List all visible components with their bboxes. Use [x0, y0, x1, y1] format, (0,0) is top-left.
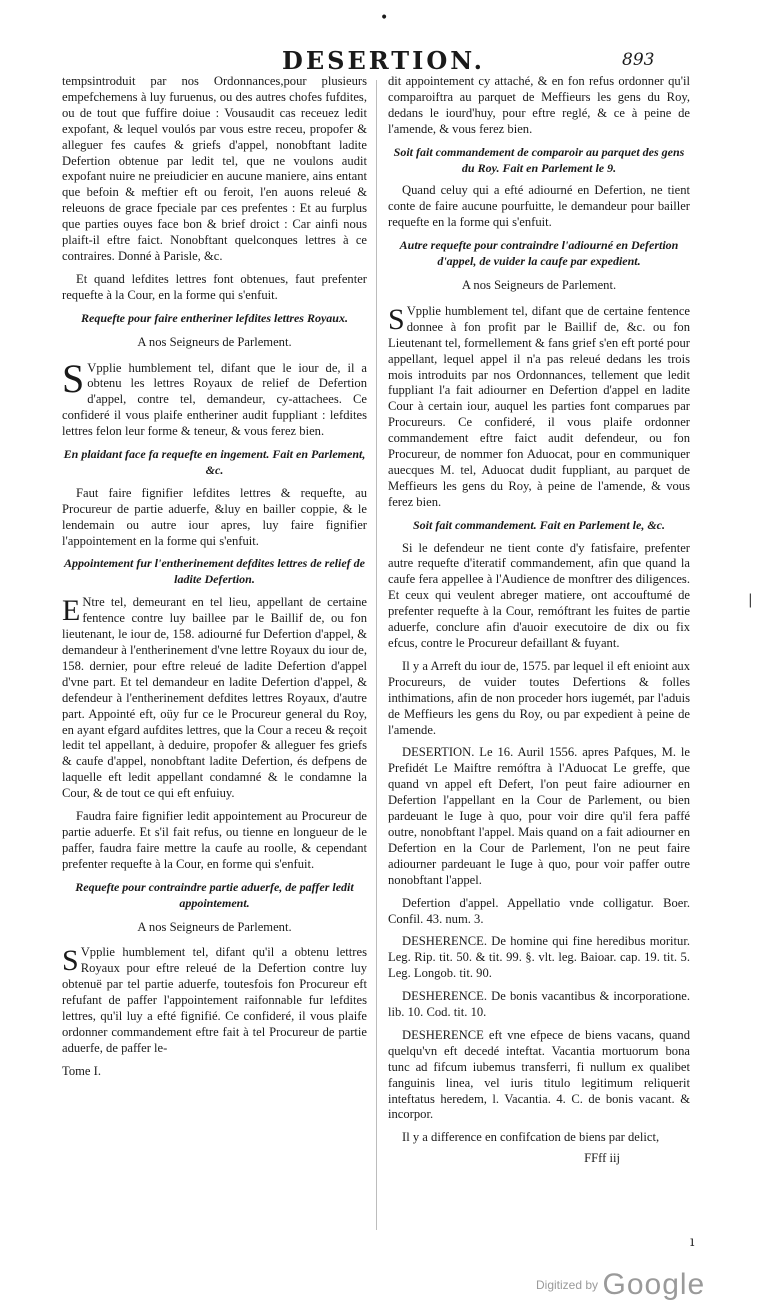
section-heading: Requefte pour contraindre partie aduerfe, de paffer ledit appointement.	[75, 879, 354, 910]
paragraph: DESERTION. Le 16. Auril 1556. apres Pafques, M. le Prefidét Le Maiftre remóftra à l'Aduocat Le greffe, que quand vn appel eft Defert, l'on peut faire adiourner en Defertion l'appellant en la Cour de Parlement, ou bien pardeuant le Iuge à quo, pour voir dire qu'il fera paffé outre, nonobftant l'appel. Mais quand on a fait adiourner en Defertion en la Cour de Parlement, l'on ne peut faire adiourner pardeuant le Iuge à quo, pour voir paffer outre nonobftant l'appel.	[388, 745, 690, 887]
salutation: A nos Seigneurs de Parlement.	[137, 919, 292, 934]
paragraph: DESHERENCE. De homine qui fine heredibus moritur. Leg. Rip. tit. 50. & tit. 99. §. vlt. leg. Baioar. cap. 19. tit. 5. Leg. Longob. tit. 90.	[388, 934, 690, 981]
signature-mark: FFff iij	[584, 1151, 620, 1166]
paragraph-text: Vpplie humblement tel, difant que le iour de, il a obtenu les lettres Royaux de relief de Defertion d'appel, contre tel, demandeur, cy-attachees. Ce confideré il vous plaife entheriner audit fuppliant : lefdites lettres felon leur forme & teneur, & vous ferez bien.	[62, 360, 367, 439]
google-logo: Google	[602, 1268, 706, 1301]
page-number: 893	[622, 50, 655, 70]
digitized-watermark	[536, 1268, 705, 1302]
section-heading: Appointement fur l'entherinement defdites lettres de relief de ladite Defertion.	[64, 556, 365, 587]
section-heading: Autre requefte pour contraindre l'adiourné en Defertion d'appel, de vuider la caufe par expedient.	[399, 238, 679, 269]
paragraph	[62, 945, 367, 1056]
paragraph: Il y a Arreft du iour de, 1575. par lequel il eft enioint aux Procureurs, de vuider toutes Defertions & folles inthimations, afin de non proceder hors iugemét, par l'aduis de Meffieurs les gens du Roy, ou par expedient à peine de l'amende.	[388, 658, 690, 737]
header-dot: •	[380, 10, 389, 26]
salutation: A nos Seigneurs de Parlement.	[137, 334, 292, 349]
margin-mark: ı	[690, 1234, 695, 1250]
paragraph: Faut faire fignifier lefdites lettres & requefte, au Procureur de partie aduerfe, &luy en bailler coppie, & le lendemain ou autre iour apres, luy faire fignifier l'appointement en la forme qui s'enfuit.	[62, 485, 367, 548]
paragraph: S Vpplie humblement tel, difant que le iour de, il a obtenu les lettres Royaux de relief de Defertion d'appel, contre tel, demandeur, cy-attachees. Ce confideré il vous plaife entheriner audit fuppliant : lefdites lettres felon leur forme & teneur, & vous ferez bien.	[62, 355, 367, 439]
paragraph-text: Ntre tel, demeurant en tel lieu, appellant de certaine fentence contre luy baillee par le Baillif de, ou fon lieutenant, le iour de, 158. adiourné fur Defertion d'appel, & demandeur à l'entherinement d'vne lettre Royaux du iour de, 158. dernier, pour eftre releué de ladite Defertion d'appel d'vne part. Et tel demandeur en ladite Defertion d'appel, & defendeur à l'entherinement defdites lettres Royaux, d'autre part. Appointé eft, oüy fur ce le Procureur general du Roy, en ayant efgard aufdites lettres, que la Cour a receu & reçoit ledit tel appellant, à deduire, propofer & alleguer fes griefs & caufe d'appel, nonobftant ladite Defertion, és defpens de laquelle eft ledit appellant condamné & le condamne la Cour, & de tout ce qui eft enfuiuy.	[62, 595, 367, 801]
dropcap-letter: S	[388, 302, 405, 336]
paragraph: DESHERENCE eft vne efpece de biens vacans, quand quelqu'vn eft decedé inteftat. Vacantia mortuorum bona tunc ad fifcum iubemus transferri, fi nullum ex qualibet fanguinis linea, vel iuris titulo legitimum reliquerit inteftatus heredem, l. Vacantia. 4. C. de bonis vacant. & incorpor.	[388, 1027, 690, 1122]
watermark-prefix: Digitized by	[536, 1278, 599, 1292]
paragraph: DESHERENCE. De bonis vacantibus & incorporatione. lib. 10. Cod. tit. 10.	[388, 989, 690, 1020]
dropcap-letter: E	[62, 594, 81, 628]
paragraph: Defertion d'appel. Appellatio vnde colligatur. Boer. Confil. 43. num. 3.	[388, 895, 690, 926]
dropcap-letter: S	[62, 944, 79, 978]
section-heading: Soit fait commandement de comparoir au parquet des gens du Roy. Fait en Parlement le 9.	[393, 144, 685, 175]
paragraph: Quand celuy qui a efté adiourné en Defertion, ne tient conte de faire aucune pourfuitte, le demandeur pour bailler requefte en la forme qui s'enfuit.	[388, 183, 690, 230]
running-header	[62, 44, 682, 74]
column-divider	[376, 80, 377, 1230]
paragraph: dit appointement cy attaché, & en fon refus ordonner qu'il comparoiftra au parquet de Meffieurs les gens du Roy, dedans le iourd'huy, pour eftre reglé, & ce à peine de l'amende, & vous ferez bien.	[388, 74, 690, 136]
paragraph: Faudra faire fignifier ledit appointement au Procureur de partie aduerfe. Et s'il fait refus, ou tienne en longueur de le paffer, faudra faire mettre la caufe au roolle, & cependant prefenter requefte à la Cour, en forme qui s'enfuit.	[62, 809, 367, 871]
paragraph: Si le defendeur ne tient conte d'y fatisfaire, prefenter autre requefte d'iteratif commandement, afin que quand la caufe fera appellee à l'Audience de monftrer des diligences. Et ceux qui veulent abreger matiere, ont accouftumé de prefenter requefte à la Cour, remóftrant les fuites de partie aduerfe, conclure afin d'auoir executoire de dix ou fix efcus, contre le Procureur defaillant & fuyant.	[388, 540, 690, 650]
paragraph-text: Vpplie humblement tel, difant qu'il a obtenu lettres Royaux pour eftre releué de la Defertion contre luy obtenuë par tel partie aduerfe, toutesfois fon Procureur eft refufant de paffer l'appointement raifonnable fur lefdites lettres, qu'il luy a efté fignifié. Ce confideré, il vous plaife ordonner commandement eftre fait à tel Procureur de partie aduerfe, de paffer le-	[62, 945, 367, 1055]
right-column	[388, 74, 690, 1174]
section-heading: Requefte pour faire entheriner lefdites lettres Royaux.	[81, 310, 348, 325]
volume-label: Tome I.	[62, 1063, 101, 1078]
paragraph	[388, 304, 690, 511]
salutation: A nos Seigneurs de Parlement.	[461, 277, 617, 292]
paragraph: tempsintroduit par nos Ordonnances,pour plusieurs empefchemens à luy furuenus, ou des autres chofes fufdites, ou de tout que fuffire doiue : Vousaudit cas receuez ledit expofant, & lequel voulós par vous estre receu, propofer & alleguer fes caufes & griefs d'appel, nonobftant ladite Defertion obtenue par ledit tel, que ne voulons audit expofant nuire ne preiudicier en aucune maniere, ains entant que befoin & meftier eft ou feroit, l'en auons releué & releuons de grace fpeciale par ces prefentes : Et au furplus que parties ouyes face bon & brief droict : Car ainfi nous plaift-il eftre faict. Nonobftant quelconques lettres à ce contraires. Donné à Parisle, &c.	[62, 74, 367, 263]
paragraph: Il y a difference en confifcation de biens par delict,	[402, 1130, 660, 1145]
section-heading: En plaidant face fa requefte en ingement. Fait en Parlement, &c.	[63, 447, 366, 477]
paragraph-text: Vpplie humblement tel, difant que de certaine fentence donnee à fon profit par le Baillif de, &c. ou fon Lieutenant tel, formellement & fans grief s'en eft porté pour appellant, lequel appel il n'a pas releué dedans les trois mois introduits par nos Ordonnances, tellement que ledit fuppliant l'a fait adiourner en Defertion d'appel en ladite Cour à certain iour, auquel les parties font comparues par Procureurs. Ce confideré, il vous plaife ordonner commandement eftre faict audit defendeur, ou fon Procureur, de nommer fon Aduocat, pour en communiquer auecques M. tel, Aduocat dudit fuppliant, au parquet de Meffieurs les gens du Roy, à peine de l'amende, & vous ferez bien.	[388, 303, 690, 509]
page-title: DESERTION.	[282, 46, 486, 75]
section-heading: Soit fait commandement. Fait en Parlement le, &c.	[413, 517, 665, 532]
margin-mark: |	[748, 592, 753, 608]
left-column	[62, 74, 367, 1087]
paragraph: Et quand lefdites lettres font obtenues, faut prefenter requefte à la Cour, en la forme qui s'enfuit.	[62, 271, 367, 302]
paragraph	[62, 595, 367, 802]
